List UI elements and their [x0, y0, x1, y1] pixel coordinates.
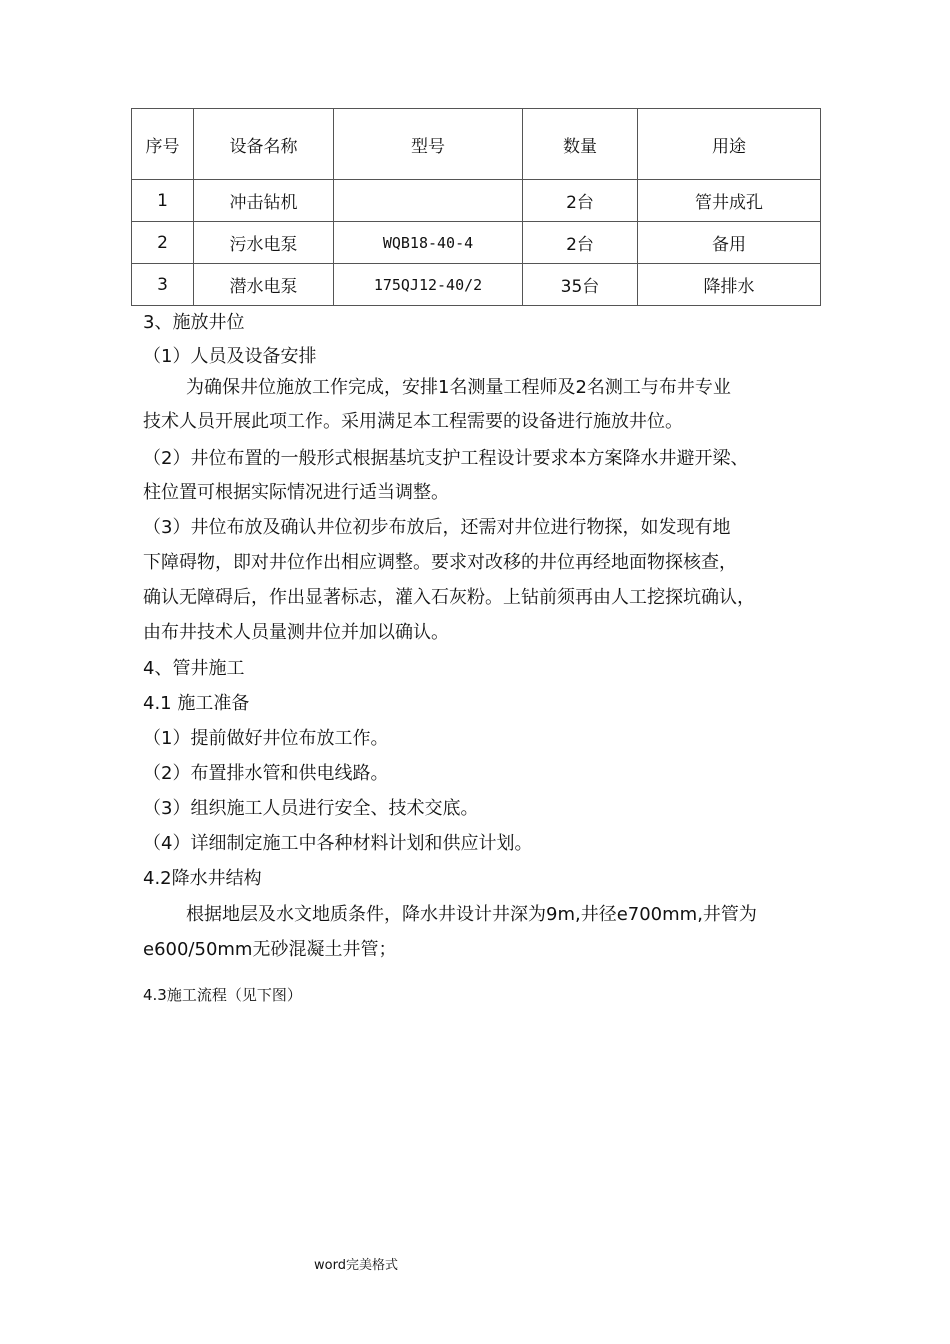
paragraph-line: 由布井技术人员量测井位并加以确认。	[143, 622, 449, 643]
paragraph-line: 根据地层及水文地质条件，降水井设计井深为9m,井径e700mm,井管为	[186, 904, 757, 925]
subsection-heading: 4.2降水井结构	[143, 868, 262, 889]
paragraph-line: （3）井位布放及确认井位初步布放后，还需对井位进行物探，如发现有地	[143, 517, 731, 538]
list-item: （3）组织施工人员进行安全、技术交底。	[143, 798, 479, 819]
list-item: （4）详细制定施工中各种材料计划和供应计划。	[143, 833, 533, 854]
section-heading: 4、管井施工	[143, 658, 245, 679]
table-cell: 1	[132, 180, 194, 222]
table-row	[132, 222, 821, 264]
subsection-heading: 4.1 施工准备	[143, 693, 250, 714]
table-cell: 35台	[523, 264, 638, 306]
header-cell: 序号	[132, 109, 194, 180]
table-cell: 管井成孔	[638, 180, 821, 222]
paragraph-line: e600/50mm无砂混凝土井管；	[143, 939, 397, 960]
paragraph-line: 确认无障碍后，作出显著标志，灌入石灰粉。上钻前须再由人工挖探坑确认，	[143, 587, 755, 608]
paragraph-line: 下障碍物，即对井位作出相应调整。要求对改移的井位再经地面物探核查，	[143, 552, 737, 573]
header-cell: 设备名称	[194, 109, 334, 180]
header-cell: 型号	[334, 109, 523, 180]
table-cell: 潜水电泵	[194, 264, 334, 306]
table-cell: 备用	[638, 222, 821, 264]
table-cell: WQB18-40-4	[334, 222, 523, 264]
section-heading: 3、施放井位	[143, 312, 245, 333]
paragraph-line: 技术人员开展此项工作。采用满足本工程需要的设备进行施放井位。	[143, 411, 683, 432]
table-cell: 2台	[523, 222, 638, 264]
table-cell: 2台	[523, 180, 638, 222]
paragraph-line: （2）井位布置的一般形式根据基坑支护工程设计要求本方案降水井避开梁、	[143, 448, 749, 469]
subsection-heading: （1）人员及设备安排	[143, 346, 317, 367]
list-item: （1）提前做好井位布放工作。	[143, 728, 389, 749]
table-cell: 污水电泵	[194, 222, 334, 264]
paragraph-line: 柱位置可根据实际情况进行适当调整。	[143, 482, 449, 503]
page-footer: word完美格式	[314, 1258, 398, 1273]
table-cell: 175QJ12-40/2	[334, 264, 523, 306]
table-cell: 2	[132, 222, 194, 264]
table-row	[132, 264, 821, 306]
header-cell: 数量	[523, 109, 638, 180]
table-header-row	[132, 109, 821, 180]
table-cell: 降排水	[638, 264, 821, 306]
table-cell: 冲击钻机	[194, 180, 334, 222]
paragraph-line: 为确保井位施放工作完成，安排1名测量工程师及2名测工与布井专业	[186, 377, 731, 398]
table-cell	[334, 180, 523, 222]
table-row	[132, 180, 821, 222]
header-cell: 用途	[638, 109, 821, 180]
subsection-heading: 4.3施工流程（见下图）	[143, 986, 302, 1004]
table-cell: 3	[132, 264, 194, 306]
list-item: （2）布置排水管和供电线路。	[143, 763, 389, 784]
equipment-table	[131, 108, 821, 306]
